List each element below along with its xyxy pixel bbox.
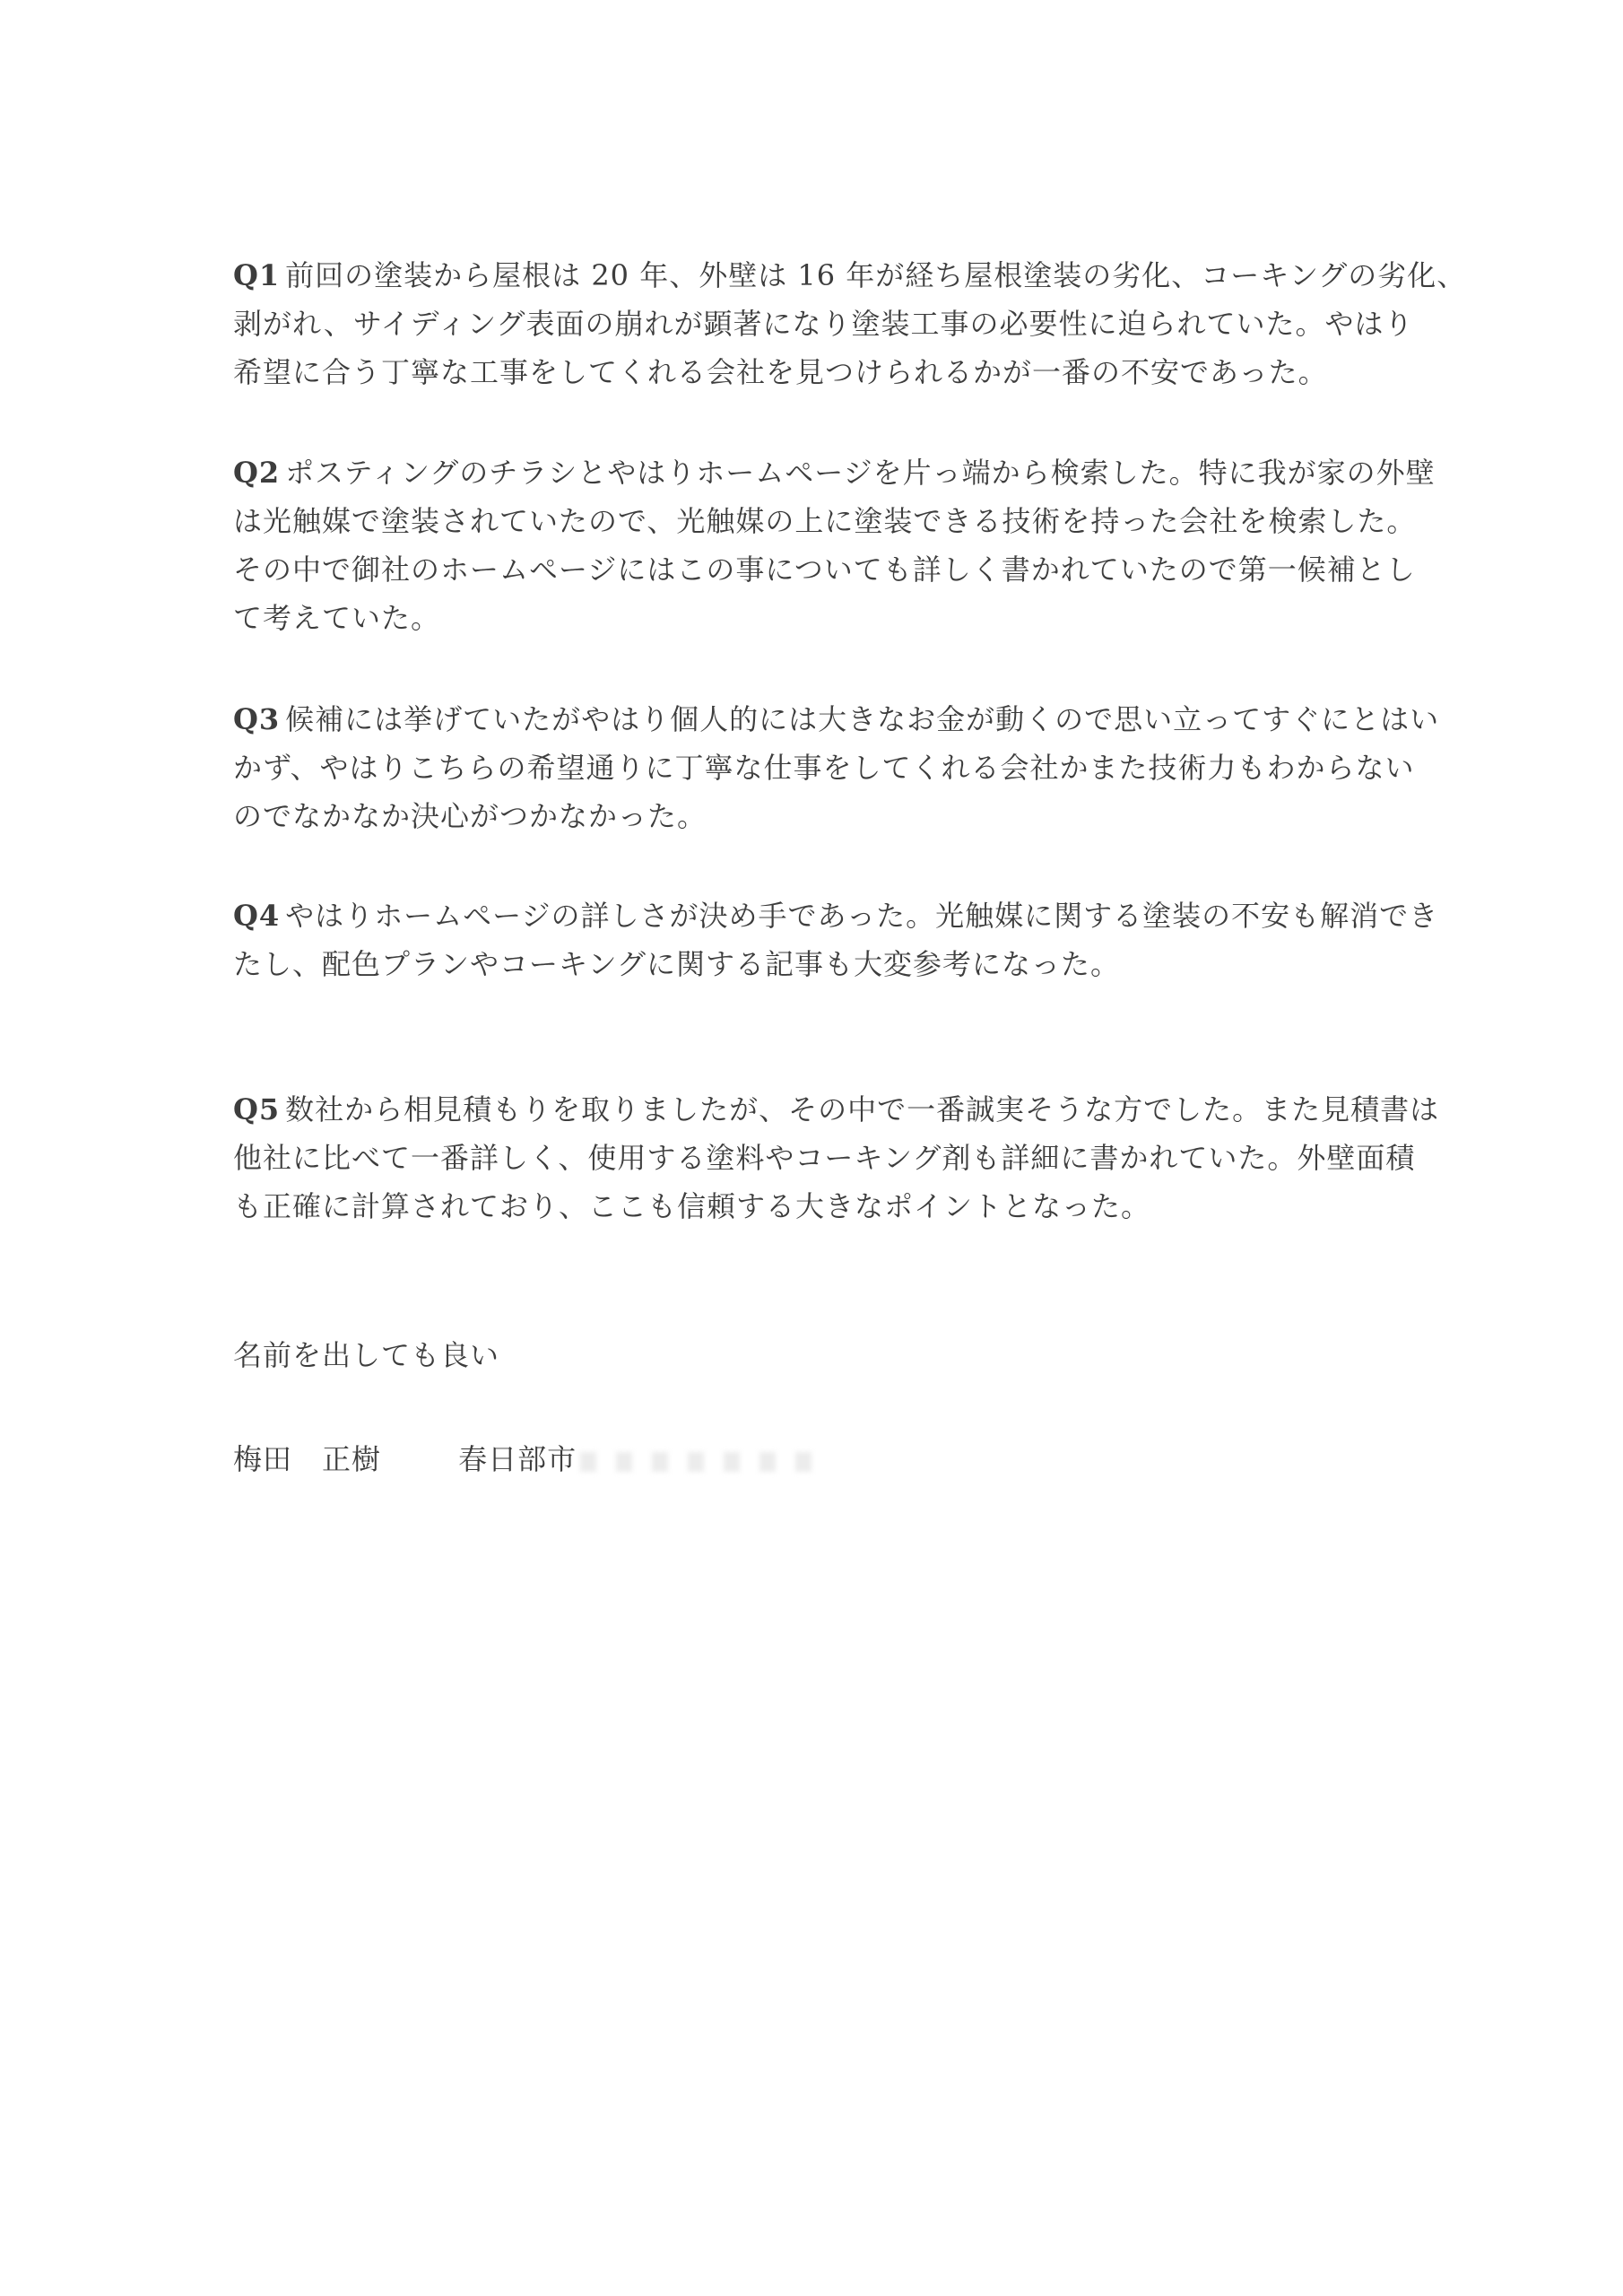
answer-q1 [233,251,1467,396]
question-label: Q3 [233,702,281,736]
answer-text: 前回の塗装から屋根は 20 年、外壁は 16 年が経ち屋根塗装の劣化、コーキングの劣化、 [285,258,1467,292]
answer-line: も正確に計算されており、ここも信頼する大きなポイントとなった。 [233,1189,1151,1223]
answer-line [233,1085,1440,1134]
signer-name: 梅田 正樹 [233,1442,382,1476]
question-label: Q2 [233,456,281,490]
question-label: Q1 [233,258,281,292]
signature-row [233,1435,813,1483]
answer-line: かず、やはりこちらの希望通りに丁寧な仕事をしてくれる会社かまた技術力もわからない [233,751,1415,785]
answer-q5 [233,1085,1440,1231]
answer-line: 剥がれ、サイディング表面の崩れが顕著になり塗装工事の必要性に迫られていた。やはり [233,307,1414,341]
answer-text: 候補には挙げていたがやはり個人的には大きなお金が動くので思い立ってすぐにとはい [285,702,1440,736]
answer-line: 希望に合う丁寧な工事をしてくれる会社を見つけられるかが一番の不安であった。 [233,355,1328,389]
answer-line: たし、配色プランやコーキングに関する記事も大変参考になった。 [233,947,1121,981]
answer-text: やはりホームページの詳しさが決め手であった。光触媒に関する塗装の不安も解消でき [285,899,1439,933]
answer-line: 他社に比べて一番詳しく、使用する塗料やコーキング剤も詳細に書かれていた。外壁面積 [233,1141,1416,1175]
answer-text: 数社から相見積もりを取りましたが、その中で一番誠実そうな方でした。また見積書は [285,1092,1440,1126]
answer-q4 [233,891,1439,988]
answer-line: その中で御社のホームページにはこの事についても詳しく書かれていたので第一候補とし [233,552,1416,587]
question-label: Q5 [233,1092,281,1126]
name-consent-text: 名前を出しても良い [233,1338,500,1372]
answer-line: のでなかなか決心がつかなかった。 [233,799,707,833]
question-label: Q4 [233,899,281,933]
answer-line [233,695,1440,744]
answer-line [233,251,1467,300]
answer-line: て考えていた。 [233,601,441,635]
answer-q2 [233,448,1436,642]
answer-q3 [233,695,1440,840]
answer-line [233,448,1436,497]
signer-city [458,1435,813,1483]
redacted-address [580,1452,813,1472]
answer-text: ポスティングのチラシとやはりホームページを片っ端から検索した。特に我が家の外壁 [285,456,1436,490]
answer-line [233,891,1439,940]
city-name: 春日部市 [458,1442,577,1476]
answer-line: は光触媒で塗装されていたので、光触媒の上に塗装できる技術を持った会社を検索した。 [233,504,1417,538]
